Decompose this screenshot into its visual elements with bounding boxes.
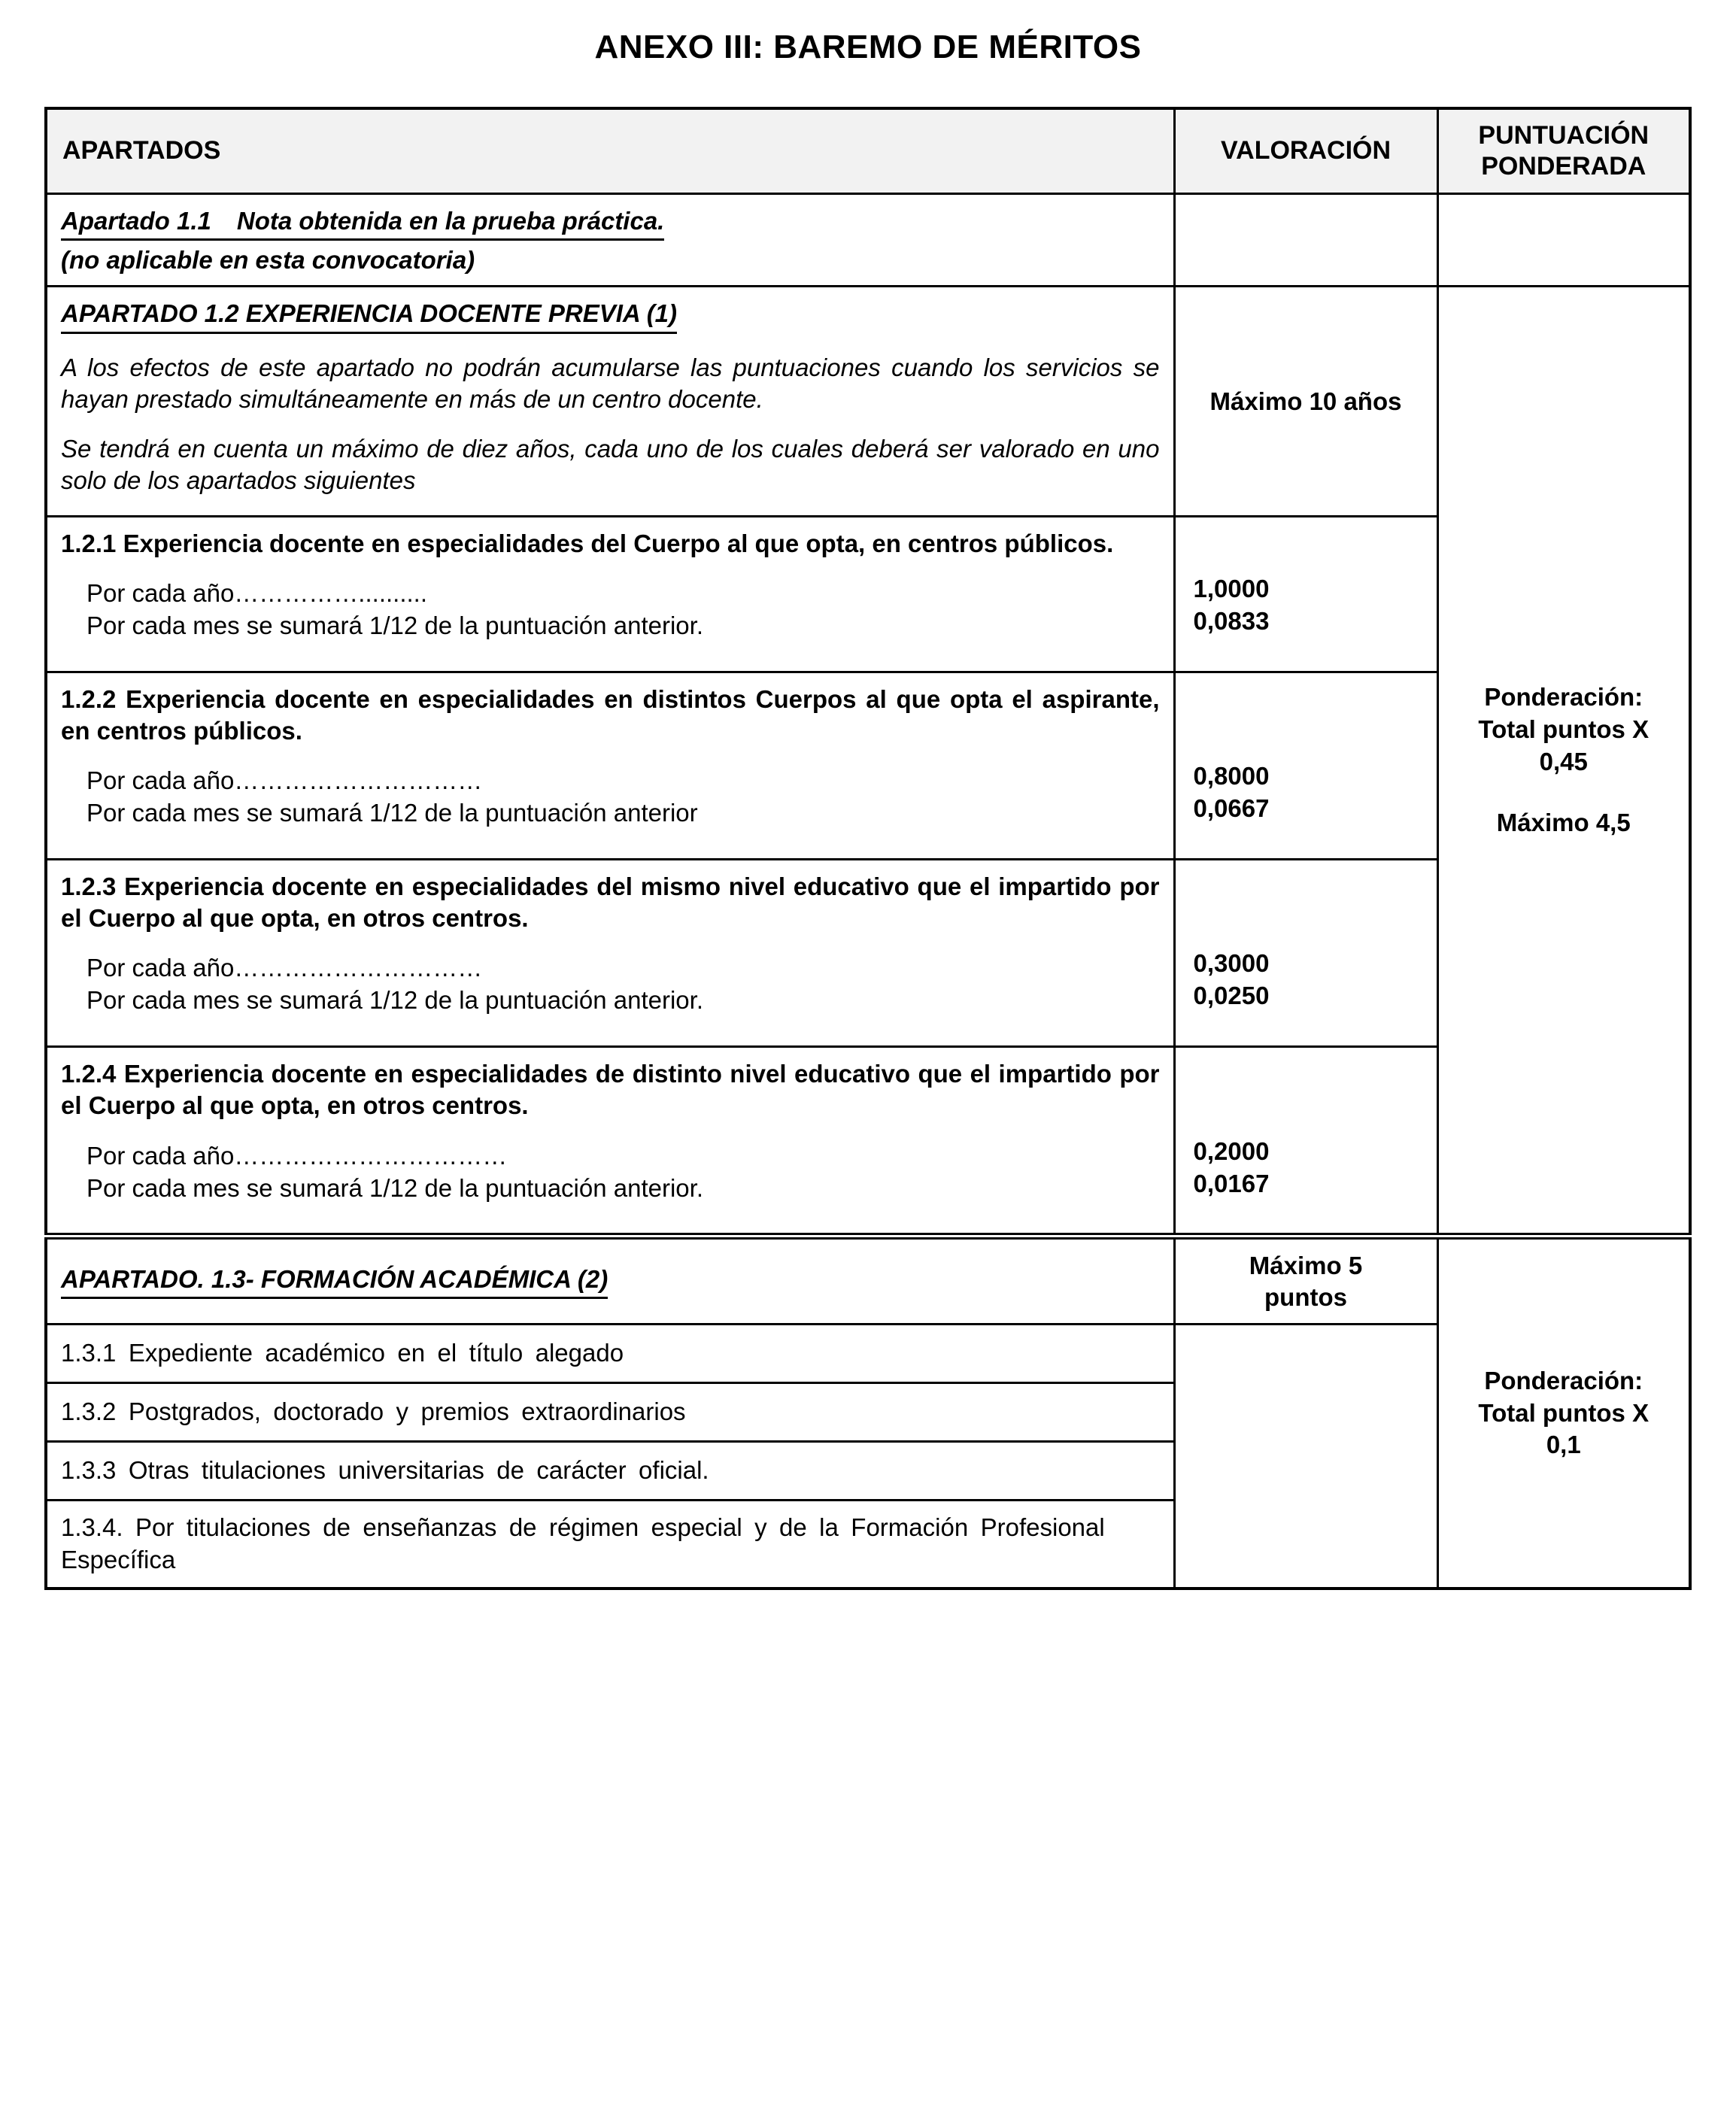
valoracion-1-2-2 (1174, 672, 1437, 859)
valoracion-1-3-empty (1174, 1324, 1437, 1588)
apartado-1-2-paragraph-1: A los efectos de este apartado no podrán acumularse las puntuaciones cuando los servicios se hayan prestado simultáneamente en más de un centro docente. (61, 353, 1160, 413)
item-1-2-2-per-month: Por cada mes se sumará 1/12 de la puntuación anterior (86, 799, 698, 827)
valoracion-1-2-maximo: Máximo 10 años (1174, 287, 1437, 516)
valoracion-1-2-4 (1174, 1047, 1437, 1237)
apartado-1-1-note: (no aplicable en esta convocatoria) (61, 245, 475, 274)
valor-1-2-4-mes: 0,0167 (1193, 1169, 1270, 1197)
item-1-2-4-per-month: Por cada mes se sumará 1/12 de la puntuación anterior. (86, 1173, 703, 1202)
valoracion-1-2-3 (1174, 859, 1437, 1046)
apartado-1-1-valoracion-empty (1174, 193, 1437, 287)
apartado-1-2-title: APARTADO 1.2 EXPERIENCIA DOCENTE PREVIA (1) (61, 298, 677, 333)
ponderacion-1-3-factor: 0,1 (1546, 1431, 1581, 1459)
item-1-3-2: 1.3.2 Postgrados, doctorado y premios extraordinarios (46, 1382, 1174, 1441)
valor-1-2-4-ano: 0,2000 (1193, 1136, 1270, 1165)
item-1-2-4-cell (46, 1047, 1174, 1237)
item-1-3-4: 1.3.4. Por titulaciones de enseñanzas de régimen especial y de la Formación Profesional Específica (46, 1500, 1174, 1588)
item-1-2-2-cell (46, 672, 1174, 859)
item-1-2-2-per-year: Por cada año………………………… (86, 766, 483, 795)
page-title: ANEXO III: BAREMO DE MÉRITOS (594, 29, 1142, 65)
ponderacion-1-2-formula: Total puntos X (1478, 715, 1650, 744)
apartado-1-2-paragraph-2: Se tendrá en cuenta un máximo de diez años, cada uno de los cuales deberá ser valorado en uno solo de los apartados siguientes (61, 435, 1160, 495)
ponderacion-1-2-cell (1437, 287, 1690, 1237)
item-1-2-3-cell (46, 859, 1174, 1046)
apartado-1-3-title-line (61, 1264, 1160, 1299)
apartado-1-1-title (61, 205, 664, 241)
ponderacion-1-2-label: Ponderación: (1484, 683, 1643, 712)
valoracion-1-3-maximo-line2: puntos (1264, 1282, 1347, 1311)
apartado-1-2-title-line (61, 298, 1160, 333)
apartado-1-1-cell (46, 193, 1174, 287)
item-1-2-1-cell (46, 516, 1174, 672)
item-1-2-4-per-year: Por cada año…………………………… (86, 1141, 508, 1170)
item-1-2-3-per-year: Por cada año………………………… (86, 954, 483, 982)
apartado-1-3-title: APARTADO. 1.3- FORMACIÓN ACADÉMICA (2) (61, 1264, 608, 1299)
row-apartado-1-2-intro (46, 287, 1690, 516)
column-header-apartados: APARTADOS (46, 108, 1174, 193)
valor-1-2-1-mes: 0,0833 (1193, 606, 1270, 635)
valor-1-2-1-ano: 1,0000 (1193, 574, 1270, 602)
valoracion-1-3-maximo-line1: Máximo 5 (1249, 1252, 1363, 1280)
row-apartado-1-1 (46, 193, 1690, 287)
apartado-1-1-text: Nota obtenida en la prueba práctica. (236, 206, 665, 235)
item-1-2-4-heading: 1.2.4 Experiencia docente en especialidades de distinto nivel educativo que el impartido por el Cuerpo al que opta, en otros centros. (61, 1060, 1160, 1120)
item-1-2-2-heading: 1.2.2 Experiencia docente en especialidades en distintos Cuerpos al que opta el aspirante, en centros públicos. (61, 684, 1160, 745)
valor-1-2-2-ano: 0,8000 (1193, 762, 1270, 791)
apartado-1-1-ponderada-empty (1437, 193, 1690, 287)
apartado-1-3-title-cell (46, 1237, 1174, 1325)
ponderacion-1-3-formula: Total puntos X (1478, 1398, 1650, 1427)
apartado-1-1-title-line (61, 205, 1160, 241)
item-1-2-3-heading: 1.2.3 Experiencia docente en especialidades del mismo nivel educativo que el impartido por el Cuerpo al que opta, en otros centros. (61, 872, 1160, 933)
column-header-puntuacion-ponderada: PUNTUACIÓN PONDERADA (1437, 108, 1690, 193)
table-header-row (46, 108, 1690, 193)
apartado-1-2-intro-cell (46, 287, 1174, 516)
ponderacion-1-2-factor: 0,45 (1539, 747, 1588, 775)
baremo-table (44, 107, 1692, 1590)
row-apartado-1-3-header (46, 1237, 1690, 1325)
valor-1-2-3-mes: 0,0250 (1193, 982, 1270, 1010)
item-1-2-1-per-year: Por cada año…………….......... (86, 578, 427, 607)
apartado-1-1-label: Apartado 1.1 (61, 206, 211, 235)
ponderacion-1-2-maximo: Máximo 4,5 (1496, 808, 1631, 836)
column-header-valoracion: VALORACIÓN (1174, 108, 1437, 193)
item-1-2-1-heading: 1.2.1 Experiencia docente en especialidades del Cuerpo al que opta, en centros públicos. (61, 529, 1114, 557)
item-1-3-3: 1.3.3 Otras titulaciones universitarias de carácter oficial. (46, 1441, 1174, 1500)
valoracion-1-2-1 (1174, 516, 1437, 672)
item-1-2-1-per-month: Por cada mes se sumará 1/12 de la puntuación anterior. (86, 611, 703, 639)
item-1-3-1: 1.3.1 Expediente académico en el título alegado (46, 1324, 1174, 1382)
item-1-2-3-per-month: Por cada mes se sumará 1/12 de la puntuación anterior. (86, 986, 703, 1015)
valor-1-2-2-mes: 0,0667 (1193, 794, 1270, 822)
ponderacion-1-3-cell (1437, 1237, 1690, 1589)
valoracion-1-3-maximo (1174, 1237, 1437, 1325)
ponderacion-1-3-label: Ponderación: (1484, 1366, 1643, 1394)
valor-1-2-3-ano: 0,3000 (1193, 949, 1270, 978)
